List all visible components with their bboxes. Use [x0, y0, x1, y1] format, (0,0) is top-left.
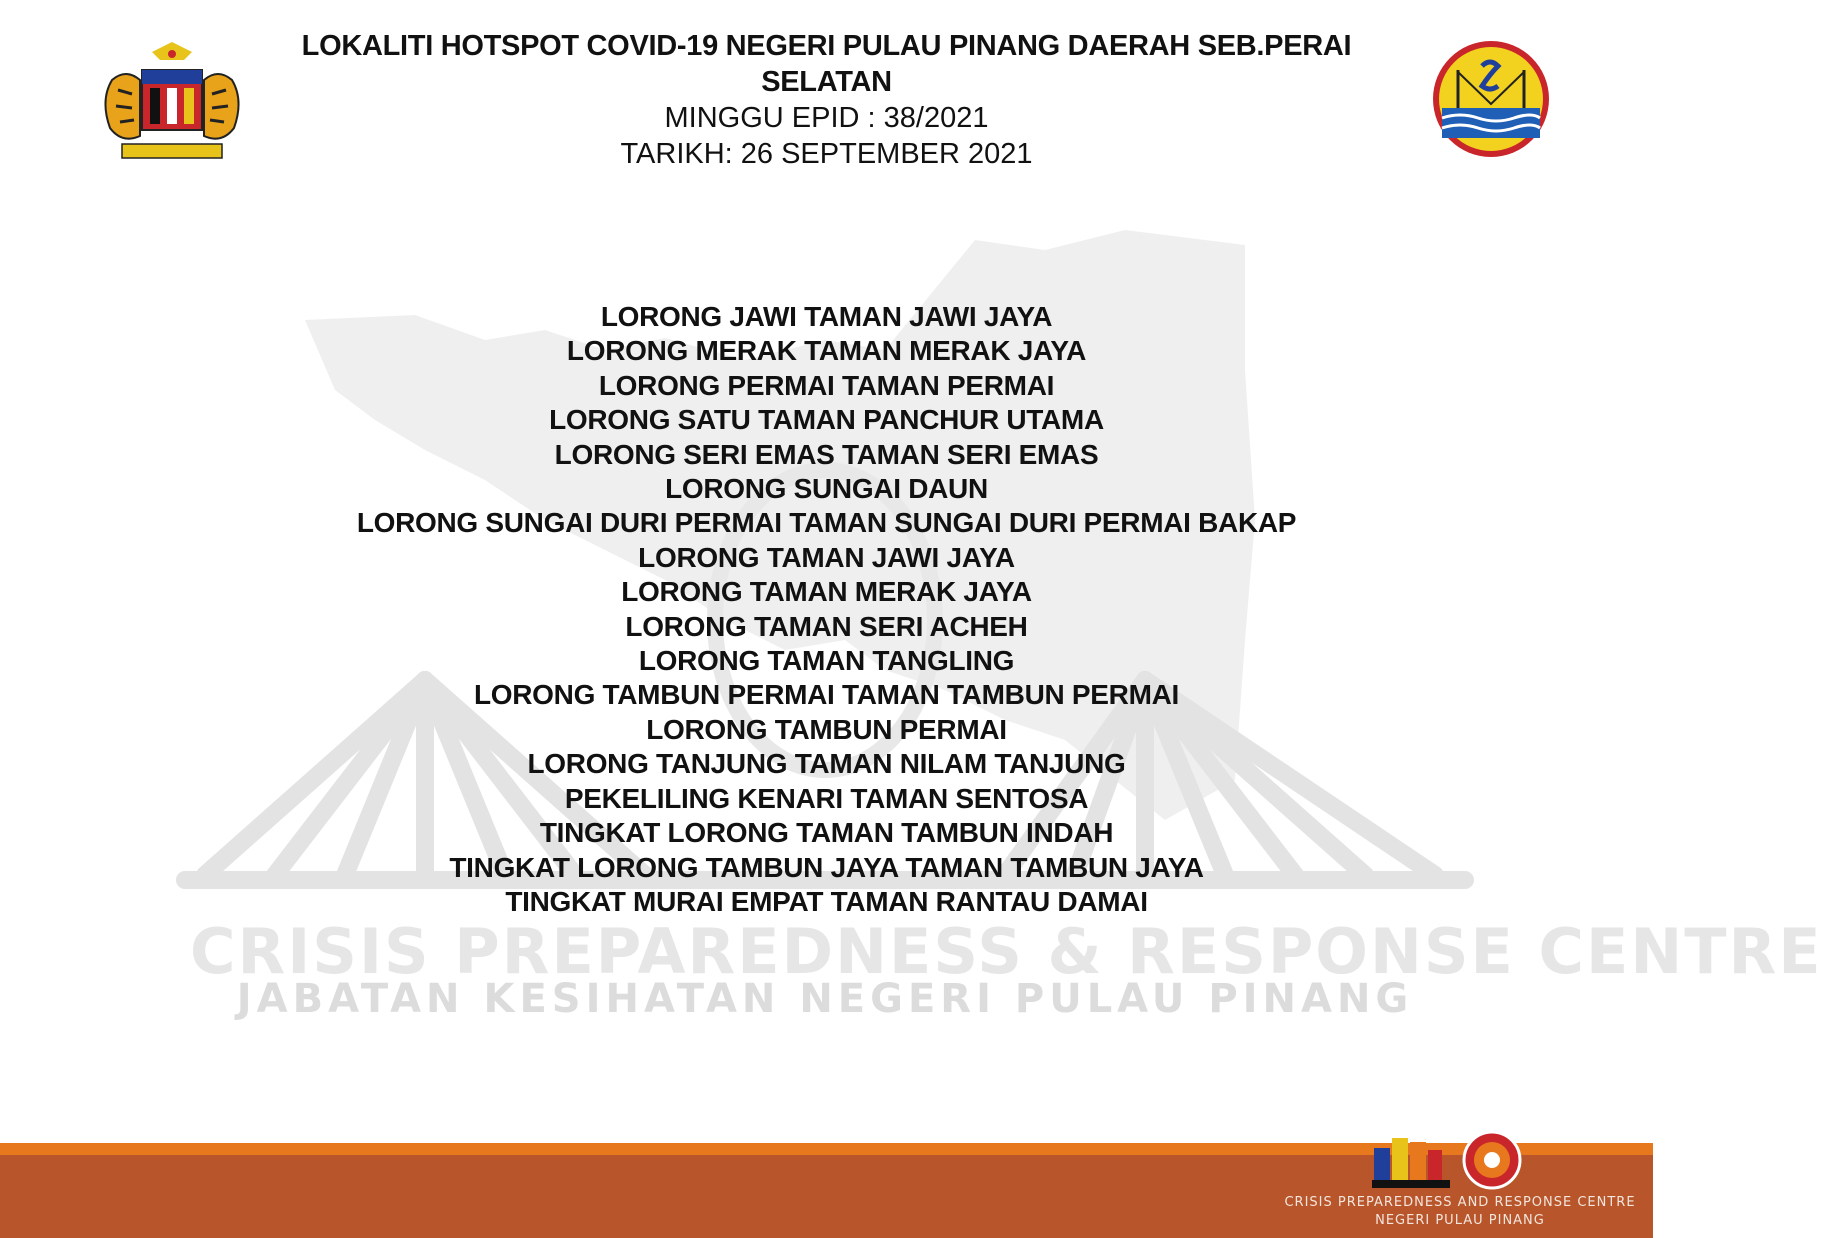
epid-week: MINGGU EPID : 38/2021 — [664, 102, 989, 134]
list-item: TINGKAT LORONG TAMBUN JAYA TAMAN TAMBUN JAYA — [449, 851, 1204, 883]
footer-caption-line2: NEGERI PULAU PINANG — [1375, 1213, 1545, 1228]
document-title-line2: SELATAN — [761, 66, 892, 98]
footer-caption-line1: CRISIS PREPAREDNESS AND RESPONSE CENTRE — [1284, 1195, 1636, 1210]
malaysia-coat-of-arms-icon — [92, 40, 252, 165]
document-header — [270, 28, 1383, 172]
hotspot-locality-list — [300, 300, 1353, 919]
list-item: TINGKAT LORONG TAMAN TAMBUN INDAH — [539, 817, 1114, 849]
list-item: LORONG TAMAN TANGLING — [638, 645, 1015, 677]
list-item: LORONG TAMBUN PERMAI — [646, 713, 1007, 745]
report-date: TARIKH: 26 SEPTEMBER 2021 — [620, 138, 1033, 170]
list-item: LORONG TAMAN SERI ACHEH — [625, 610, 1028, 642]
list-item: LORONG TAMBUN PERMAI TAMAN TAMBUN PERMAI — [473, 679, 1180, 711]
watermark-subtitle: JABATAN KESIHATAN NEGERI PULAU PINANG — [236, 976, 1414, 1022]
penang-state-emblem-icon — [1430, 38, 1552, 160]
document-title-line1: LOKALITI HOTSPOT COVID-19 NEGERI PULAU PINANG DAERAH SEB.PERAI — [301, 30, 1352, 62]
list-item: LORONG TANJUNG TAMAN NILAM TANJUNG — [527, 748, 1126, 780]
list-item: LORONG JAWI TAMAN JAWI JAYA — [600, 301, 1053, 332]
watermark-title: CRISIS PREPAREDNESS & RESPONSE CENTRE — [190, 915, 1823, 988]
list-item: LORONG SUNGAI DURI PERMAI TAMAN SUNGAI DURI PERMAI BAKAP — [356, 507, 1297, 539]
list-item: LORONG PERMAI TAMAN PERMAI — [598, 369, 1055, 401]
footer-caption — [1270, 1194, 1650, 1230]
list-item: LORONG TAMAN JAWI JAYA — [638, 541, 1015, 573]
list-item: PEKELILING KENARI TAMAN SENTOSA — [564, 782, 1089, 814]
list-item: LORONG SUNGAI DAUN — [665, 473, 988, 505]
list-item: TINGKAT MURAI EMPAT TAMAN RANTAU DAMAI — [505, 885, 1148, 917]
list-item: LORONG SATU TAMAN PANCHUR UTAMA — [549, 404, 1104, 436]
cprc-and-covid-logos-icon — [1370, 1128, 1540, 1198]
list-item: LORONG MERAK TAMAN MERAK JAYA — [566, 335, 1087, 367]
list-item: LORONG TAMAN MERAK JAYA — [621, 576, 1032, 608]
list-item: LORONG SERI EMAS TAMAN SERI EMAS — [554, 438, 1099, 470]
